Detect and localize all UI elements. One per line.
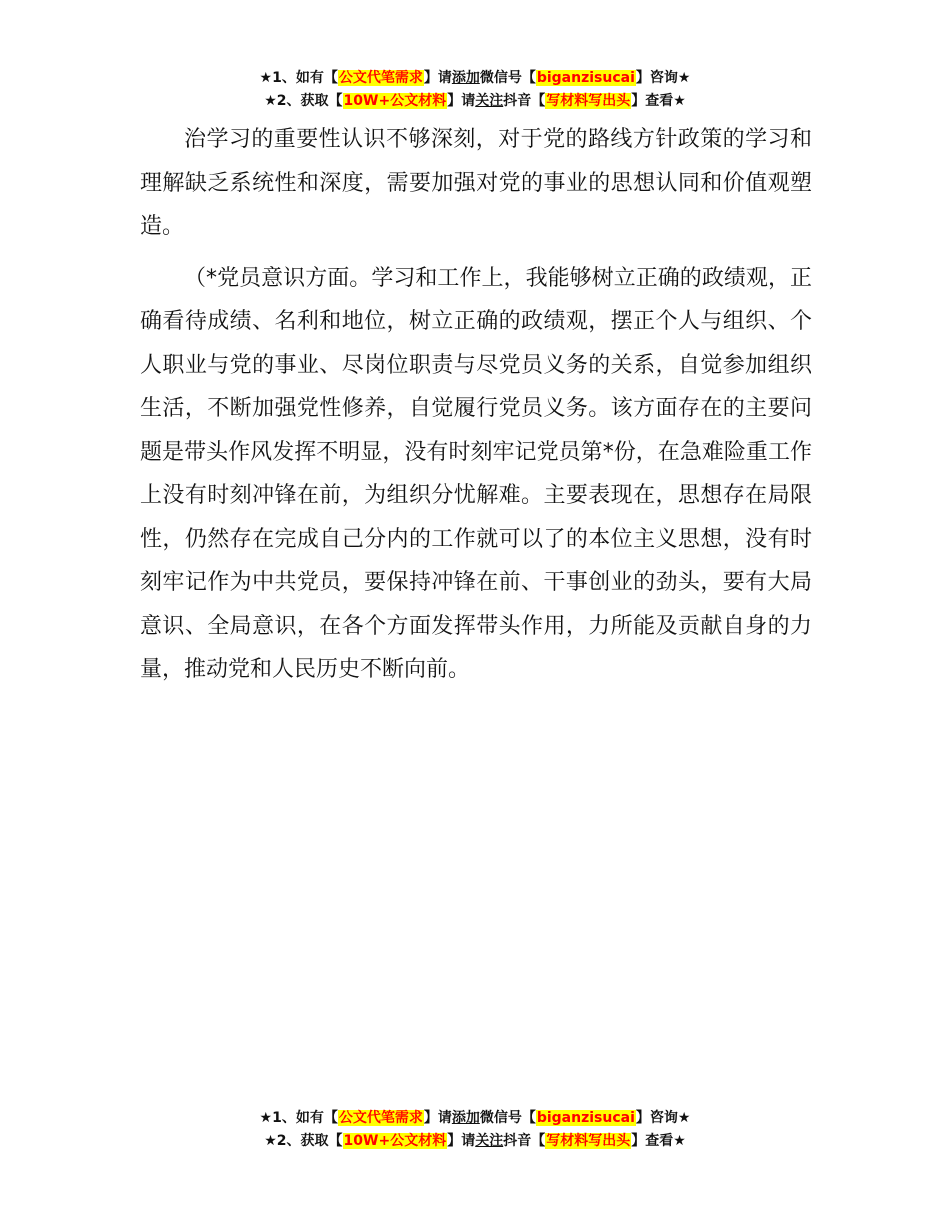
header-underlined-add: 添加 — [451, 70, 480, 86]
header-line-2-mid: 】请 — [447, 93, 476, 109]
footer-line-2-mid2: 抖音【 — [503, 1133, 546, 1149]
footer-line-1-mid2: 微信号【 — [479, 1110, 536, 1126]
footer-line-1 — [0, 1107, 950, 1130]
header-line-1-mid2: 微信号【 — [479, 70, 536, 86]
star-icon: ★ — [677, 70, 691, 86]
footer-line-1-mid: 】请 — [423, 1110, 452, 1126]
header-line-1 — [0, 67, 950, 90]
star-icon: ★ — [673, 1133, 686, 1149]
header-line-2-mid2: 抖音【 — [503, 93, 546, 109]
star-icon: ★ — [677, 1110, 691, 1126]
document-body — [140, 118, 812, 692]
header-line-2-prefix: 2、获取【 — [276, 93, 343, 109]
star-icon: ★ — [673, 93, 686, 109]
footer-highlight-materials: 10W+公文材料 — [343, 1133, 447, 1149]
star-icon: ★ — [259, 70, 273, 86]
footer-highlight-ghostwriting: 公文代笔需求 — [338, 1110, 423, 1126]
header-line-1-prefix: 1、如有【 — [272, 70, 338, 86]
header-highlight-ghostwriting: 公文代笔需求 — [338, 70, 423, 86]
header-highlight-wechat-id: biganzisucai — [536, 70, 635, 86]
footer-line-2-mid: 】请 — [447, 1133, 476, 1149]
footer-banner — [0, 1107, 950, 1153]
footer-line-2-prefix: 2、获取【 — [276, 1133, 343, 1149]
header-line-1-suffix: 】咨询 — [635, 70, 678, 86]
header-line-2-suffix: 】查看 — [631, 93, 674, 109]
star-icon: ★ — [264, 1133, 277, 1149]
header-underlined-follow: 关注 — [475, 93, 504, 109]
footer-line-2-suffix: 】查看 — [631, 1133, 674, 1149]
footer-underlined-follow: 关注 — [475, 1133, 504, 1149]
body-paragraph-1: 治学习的重要性认识不够深刻，对于党的路线方针政策的学习和理解缺乏系统性和深度，需要加强对党的事业的思想认同和价值观塑造。 — [140, 127, 812, 239]
footer-highlight-douyin-account: 写材料写出头 — [546, 1133, 631, 1149]
header-line-2 — [0, 90, 950, 113]
header-banner — [0, 67, 950, 113]
footer-line-2 — [0, 1130, 950, 1153]
footer-highlight-wechat-id: biganzisucai — [536, 1110, 635, 1126]
body-paragraph-2: （*党员意识方面。学习和工作上，我能够树立正确的政绩观，正确看待成绩、名利和地位，树立正确的政绩观，摆正个人与组织、个人职业与党的事业、尽岗位职责与尽党员义务的关系，自觉参加组织生活，不断加强党性修养，自觉履行党员义务。该方面存在的主要问题是带头作风发挥不明显，没有时刻牢记党员第*份，在急难险重工作上没有时刻冲锋在前，为组织分忧解难。主要表现在，思想存在局限性，仍然存在完成自己分内的工作就可以了的本位主义思想，没有时刻牢记作为中共党员，要保持冲锋在前、干事创业的劲头，要有大局意识、全局意识，在各个方面发挥带头作用，力所能及贡献自身的力量，推动党和人民历史不断向前。 — [140, 265, 812, 682]
footer-line-1-prefix: 1、如有【 — [272, 1110, 338, 1126]
footer-underlined-add: 添加 — [451, 1110, 480, 1126]
star-icon: ★ — [264, 93, 277, 109]
footer-line-1-suffix: 】咨询 — [635, 1110, 678, 1126]
header-highlight-douyin-account: 写材料写出头 — [546, 93, 631, 109]
header-highlight-materials: 10W+公文材料 — [343, 93, 447, 109]
star-icon: ★ — [259, 1110, 273, 1126]
header-line-1-mid: 】请 — [423, 70, 452, 86]
